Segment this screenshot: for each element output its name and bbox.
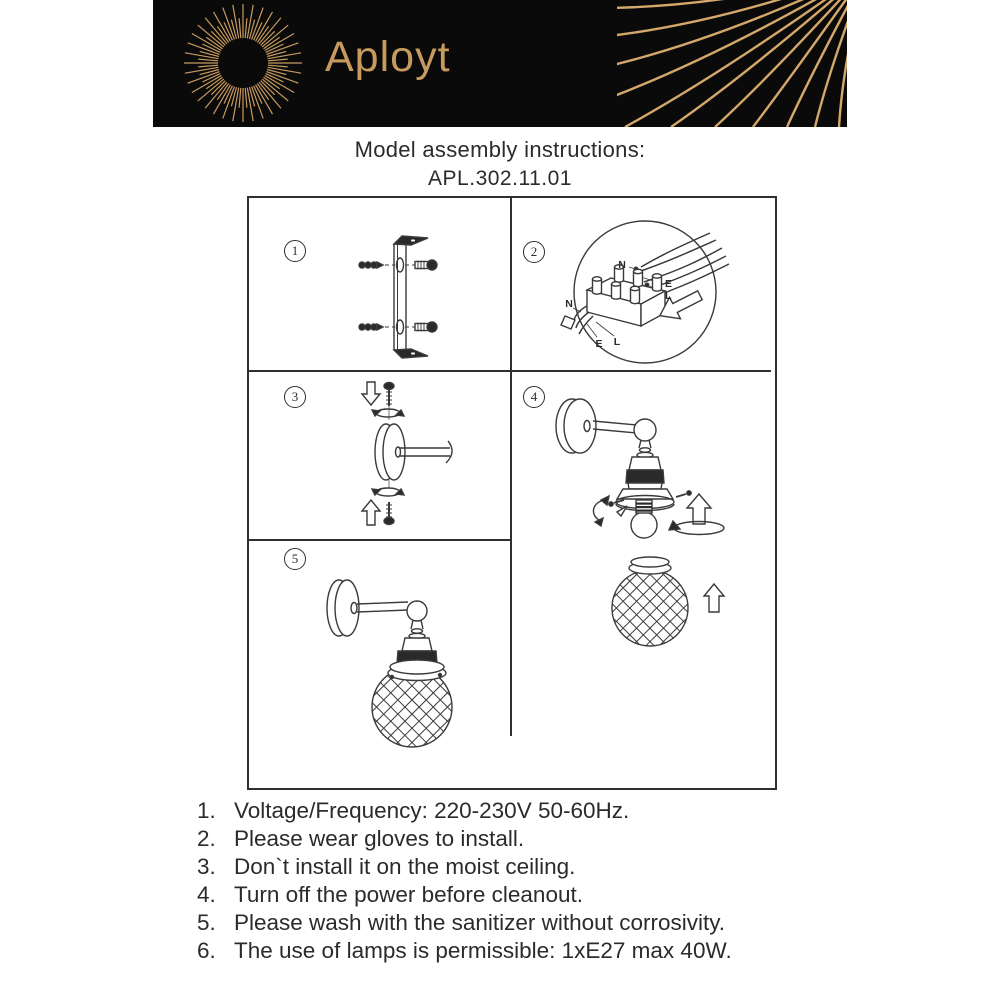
wire-label-e-top: E [665,278,673,290]
item-number: 2. [197,826,216,851]
page-title: Model assembly instructions: [354,137,646,162]
item-text: Please wear gloves to install. [234,826,525,851]
light-bulb [631,500,657,538]
wall-anchor [359,324,383,330]
step-5-number: 5 [284,548,306,570]
ball-joint [634,419,656,441]
item-number: 1. [197,798,216,823]
instruction-item [197,937,732,965]
step-2-number: 2 [523,241,545,263]
item-text: The use of lamps is permissible: 1xE27 max 40W. [234,938,732,963]
shade-screw-right [676,491,691,497]
lamp-arm [357,602,408,612]
item-text: Turn off the power before cleanout. [234,882,583,907]
instruction-item [197,825,732,853]
step-3-number: 3 [284,386,306,408]
rotate-arc-left [593,496,609,526]
grid-divider-horizontal-2 [249,539,510,541]
lamp-arm [400,441,452,463]
instruction-item [197,909,732,937]
wall-plate [556,399,596,453]
instructions-list [197,797,732,965]
step-5-diagram [277,554,512,764]
step-2-diagram [517,212,769,370]
rotate-indicator-bottom [372,488,404,496]
wall-anchor [359,262,383,268]
step-4-number: 4 [523,386,545,408]
brand-name: Aployt [325,33,451,81]
lamp-arm [593,421,637,433]
mounting-plate [375,424,405,480]
screw-bottom [384,502,394,525]
grid-divider-horizontal-1 [249,370,771,372]
sunburst-logo-icon [181,0,305,126]
wire-label-n-top: N [618,259,626,271]
arrow-up [362,500,380,525]
wire-sleeve [561,316,575,329]
item-number: 4. [197,882,216,907]
step-1-diagram [334,224,484,370]
wire-label-l-bottom: L [613,336,621,348]
step-3-diagram [309,380,499,530]
ball-joint [407,601,427,621]
brand-banner [153,0,847,127]
title-block [0,137,1000,191]
instruction-item [197,797,732,825]
mounting-screw [415,322,437,332]
screw-top [384,383,394,407]
shade-collar [388,660,446,681]
wire-label-l-top: L [665,290,672,302]
model-number: APL.302.11.01 [428,167,572,190]
arrow-up [687,494,711,524]
instruction-item [197,853,732,881]
assembly-diagram [247,196,777,790]
item-number: 6. [197,938,216,963]
mounting-screw [415,260,437,270]
shade-screw-left [609,500,627,516]
item-text: Voltage/Frequency: 220-230V 50-60Hz. [234,798,630,823]
mesh-shade [612,557,688,646]
step-1-number: 1 [284,240,306,262]
wall-plate [327,580,359,636]
wire-label-n-bottom: N [565,298,573,310]
terminal-block [587,265,665,326]
decorative-rays-icon [617,0,847,127]
step-4-diagram [521,388,769,668]
item-number: 3. [197,854,216,879]
arrow-up-small [704,584,724,612]
instruction-item [197,881,732,909]
item-text: Don`t install it on the moist ceiling. [234,854,576,879]
item-text: Please wash with the sanitizer without corrosivity. [234,910,726,935]
wire-label-e-bottom: E [595,338,603,350]
rotate-indicator-top [372,409,404,417]
arrow-down [362,382,380,405]
item-number: 5. [197,910,216,935]
